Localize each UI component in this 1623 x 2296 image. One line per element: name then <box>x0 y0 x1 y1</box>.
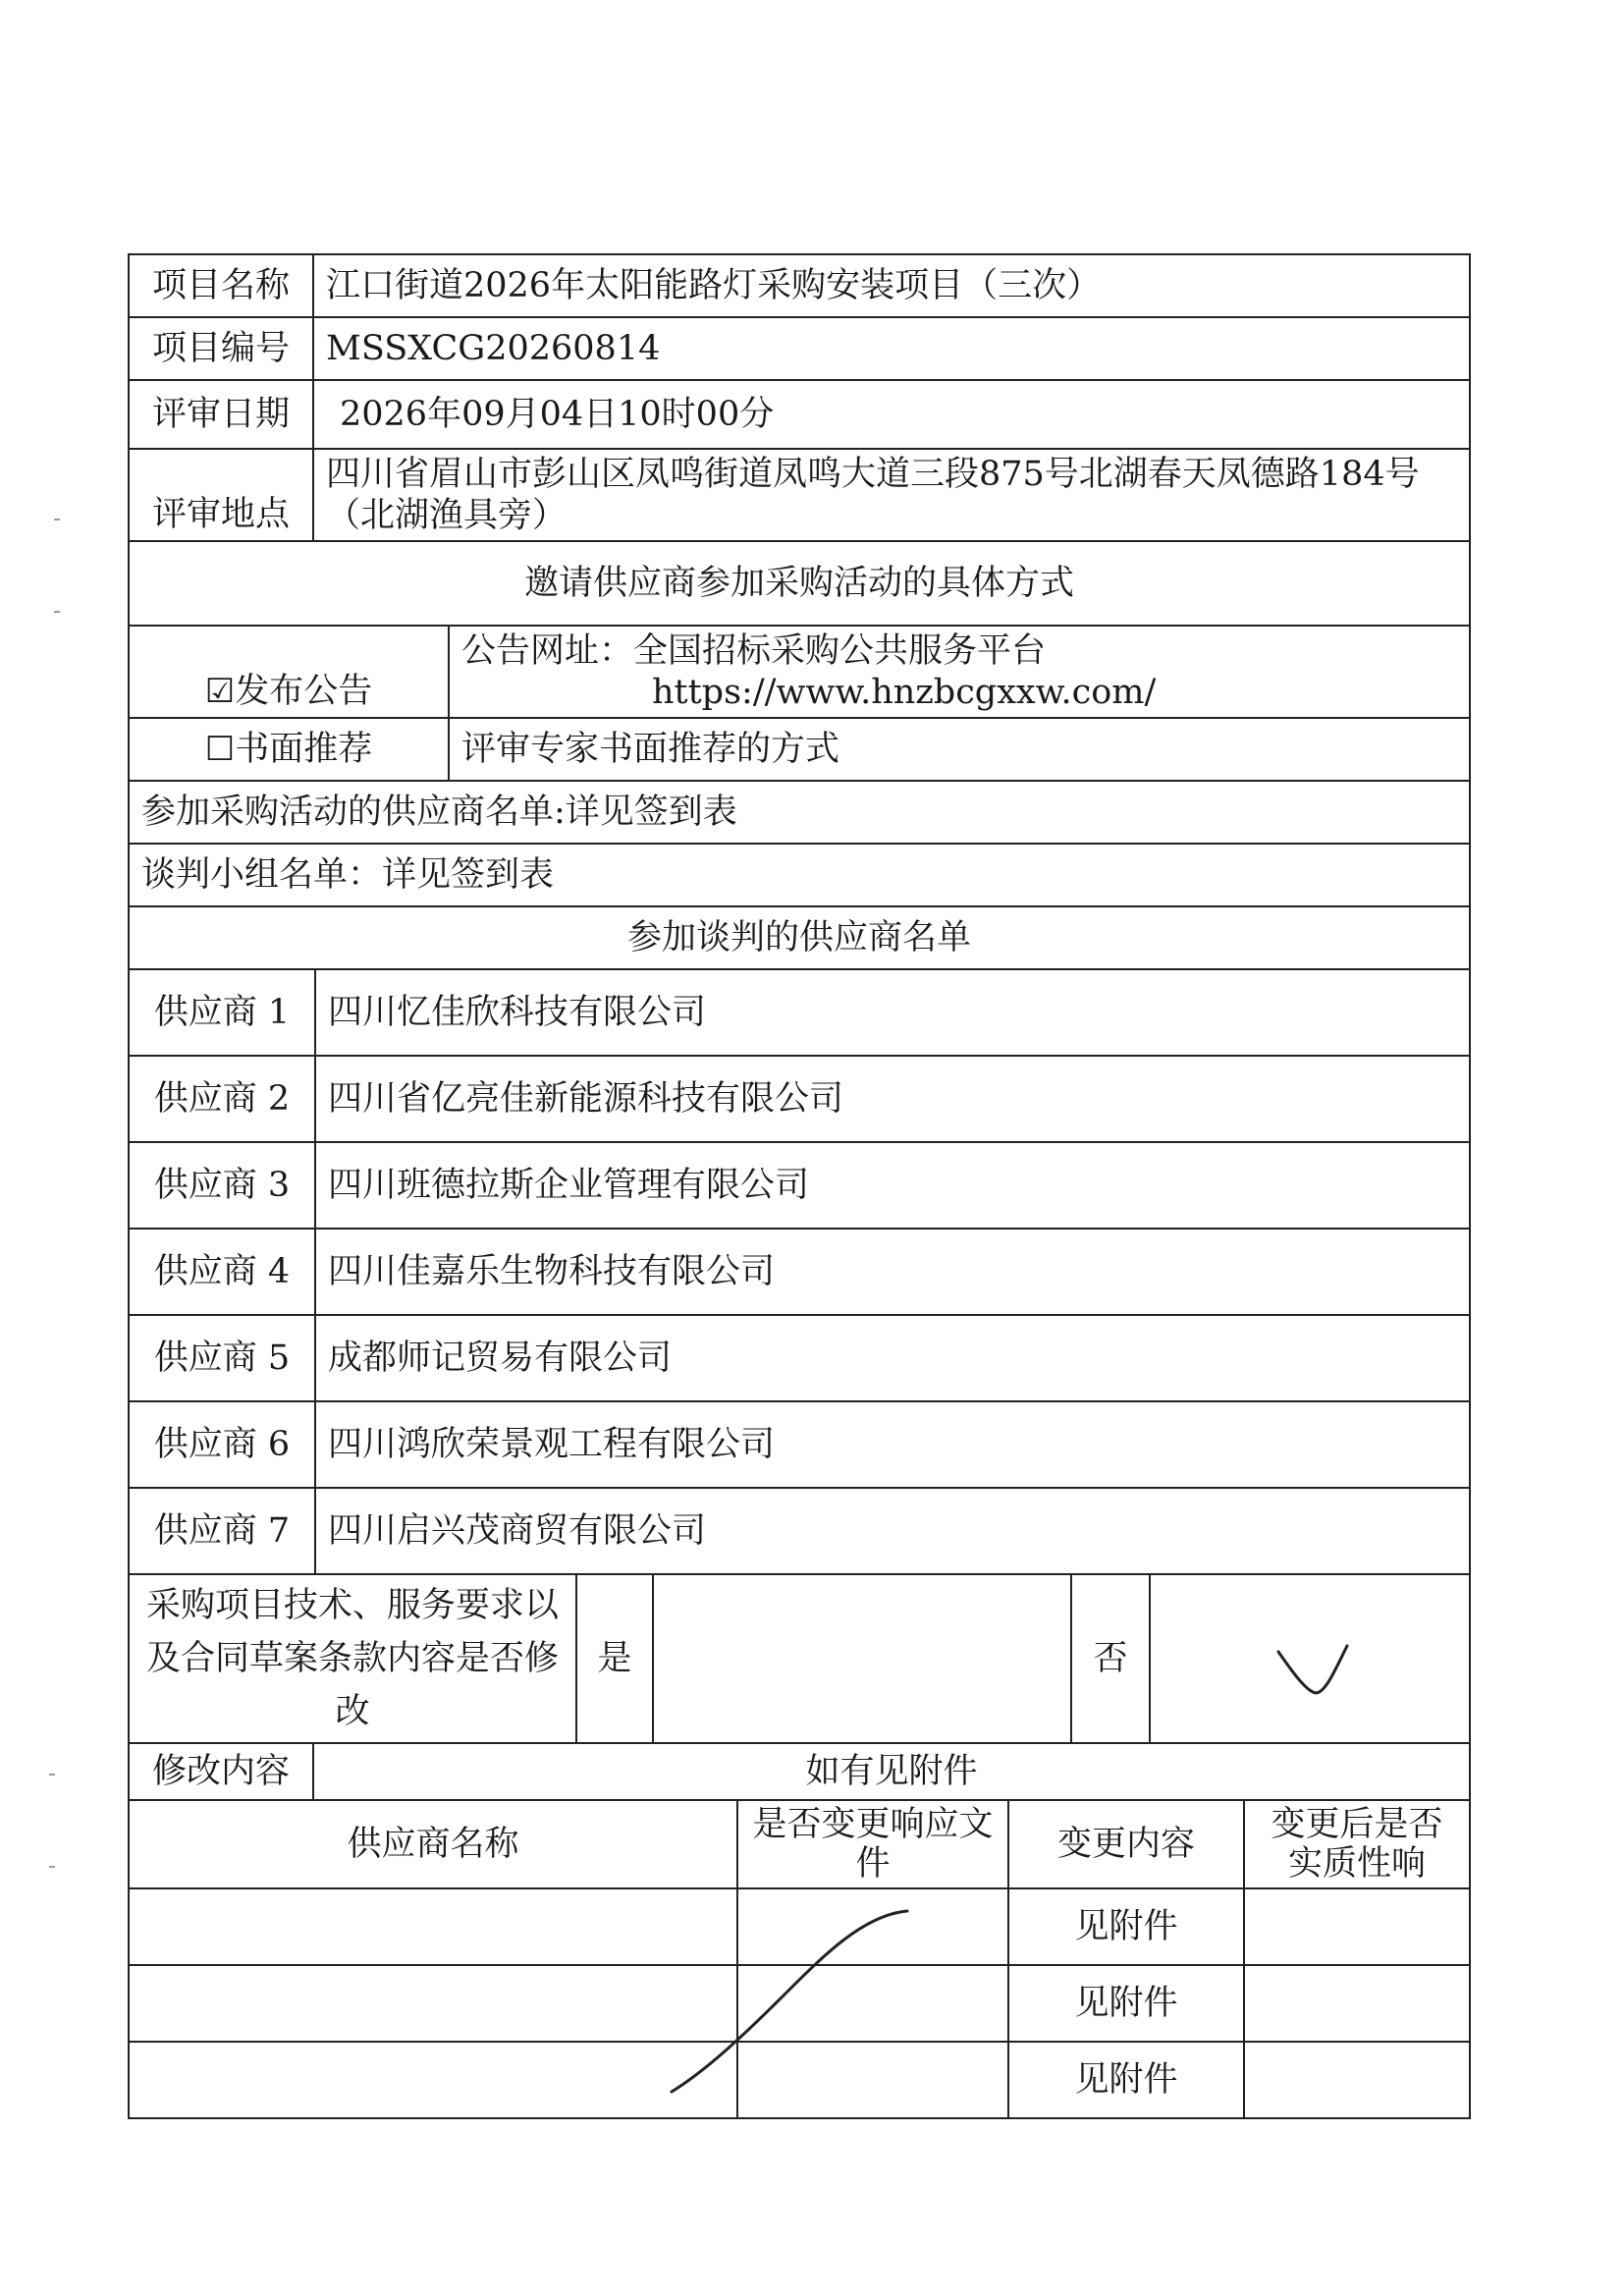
supplier-name: 四川忆佳欣科技有限公司 <box>315 969 1470 1056</box>
supplier-name: 四川省亿亮佳新能源科技有限公司 <box>315 1056 1470 1142</box>
table-row <box>129 1488 1470 1574</box>
scan-speck <box>54 611 60 613</box>
panel-line: 谈判小组名单：详见签到表 <box>129 844 1470 906</box>
change-substantive <box>1244 1965 1470 2042</box>
participants-table <box>128 780 1471 970</box>
project-info-table <box>128 253 1471 627</box>
supplier-label: 供应商 4 <box>129 1229 315 1315</box>
review-date-label: 评审日期 <box>129 380 313 449</box>
change-changed <box>737 2042 1008 2118</box>
announcement-option <box>129 626 449 718</box>
modification-yes-label: 是 <box>576 1574 653 1743</box>
supplier-name: 四川启兴茂商贸有限公司 <box>315 1488 1470 1574</box>
supplier-name: 四川鸿欣荣景观工程有限公司 <box>315 1401 1470 1488</box>
project-name-label: 项目名称 <box>129 254 313 317</box>
modification-content-label: 修改内容 <box>129 1743 313 1800</box>
change-content: 见附件 <box>1008 1888 1244 1965</box>
announcement-site-name: 公告网址：全国招标采购公共服务平台 <box>461 631 1047 671</box>
scan-speck <box>54 519 60 520</box>
table-row <box>129 1229 1470 1315</box>
modification-content-row <box>129 1743 1470 1800</box>
change-substantive <box>1244 1888 1470 1965</box>
changes-header-changed: 是否变更响应文件 <box>737 1800 1008 1888</box>
table-row <box>129 1315 1470 1401</box>
suppliers-table <box>128 968 1471 1575</box>
change-supplier <box>129 2042 737 2118</box>
supplier-label: 供应商 7 <box>129 1488 315 1574</box>
checkbox-checked-icon: ☑ <box>204 672 236 711</box>
review-place-value: 四川省眉山市彭山区凤鸣街道凤鸣大道三段875号北湖春天凤德路184号 （北湖渔具旁） <box>313 449 1470 541</box>
table-row <box>129 1401 1470 1488</box>
review-place-label: 评审地点 <box>129 449 313 541</box>
review-date-value: 2026年09月04日10时00分 <box>313 380 1470 449</box>
modification-table <box>128 1573 1471 1744</box>
supplier-label: 供应商 3 <box>129 1142 315 1229</box>
supplier-name: 四川班德拉斯企业管理有限公司 <box>315 1142 1470 1229</box>
suppliers-header: 参加谈判的供应商名单 <box>129 906 1470 969</box>
scan-speck <box>49 1774 55 1776</box>
announcement-detail <box>449 626 1470 718</box>
changes-table <box>128 1799 1471 2119</box>
recommendation-label: 书面推荐 <box>235 730 373 769</box>
change-changed <box>737 1965 1008 2042</box>
recommendation-detail: 评审专家书面推荐的方式 <box>449 718 1470 781</box>
participants-row <box>129 781 1470 844</box>
project-code-label: 项目编号 <box>129 317 313 380</box>
table-row <box>129 969 1470 1056</box>
supplier-label: 供应商 2 <box>129 1056 315 1142</box>
project-code-value: MSSXCG20260814 <box>313 317 1470 380</box>
changes-header-substantive: 变更后是否实质性响 <box>1244 1800 1470 1888</box>
announcement-label: 发布公告 <box>235 672 373 711</box>
change-substantive <box>1244 2042 1470 2118</box>
table-row <box>129 2042 1470 2118</box>
table-row <box>129 1965 1470 2042</box>
invite-option-recommendation <box>129 718 1470 781</box>
table-row <box>129 1142 1470 1229</box>
supplier-label: 供应商 5 <box>129 1315 315 1401</box>
change-changed <box>737 1888 1008 1965</box>
invite-header-row <box>129 541 1470 626</box>
change-content: 见附件 <box>1008 2042 1244 2118</box>
modification-question: 采购项目技术、服务要求以及合同草案条款内容是否修改 <box>129 1574 576 1743</box>
announcement-url: https://www.hnzbcgxxw.com/ <box>652 673 1157 712</box>
review-date-row <box>129 380 1470 449</box>
supplier-label: 供应商 1 <box>129 969 315 1056</box>
panel-row <box>129 844 1470 906</box>
project-name-row <box>129 254 1470 317</box>
participants-line: 参加采购活动的供应商名单:详见签到表 <box>129 781 1470 844</box>
review-record-form <box>128 253 1471 2119</box>
modification-content-value: 如有见附件 <box>313 1743 1470 1800</box>
scan-speck <box>49 1866 55 1868</box>
invite-methods-table <box>128 625 1471 782</box>
invite-option-announcement <box>129 626 1470 718</box>
supplier-name: 成都师记贸易有限公司 <box>315 1315 1470 1401</box>
suppliers-header-row <box>129 906 1470 969</box>
change-supplier <box>129 1888 737 1965</box>
invite-header: 邀请供应商参加采购活动的具体方式 <box>129 541 1470 626</box>
review-place-row <box>129 449 1470 541</box>
changes-header-content: 变更内容 <box>1008 1800 1244 1888</box>
changes-header-supplier: 供应商名称 <box>129 1800 737 1888</box>
table-row <box>129 1888 1470 1965</box>
supplier-label: 供应商 6 <box>129 1401 315 1488</box>
changes-header-row <box>129 1800 1470 1888</box>
change-supplier <box>129 1965 737 2042</box>
checkbox-empty-icon: ☐ <box>204 730 236 769</box>
recommendation-option <box>129 718 449 781</box>
project-name-value: 江口街道2026年太阳能路灯采购安装项目（三次） <box>313 254 1470 317</box>
modification-no-mark <box>1150 1574 1470 1743</box>
project-code-row <box>129 317 1470 380</box>
table-row <box>129 1056 1470 1142</box>
modification-content-table <box>128 1742 1471 1801</box>
modification-no-label: 否 <box>1071 1574 1150 1743</box>
modification-row <box>129 1574 1470 1743</box>
change-content: 见附件 <box>1008 1965 1244 2042</box>
supplier-name: 四川佳嘉乐生物科技有限公司 <box>315 1229 1470 1315</box>
modification-yes-mark <box>653 1574 1071 1743</box>
